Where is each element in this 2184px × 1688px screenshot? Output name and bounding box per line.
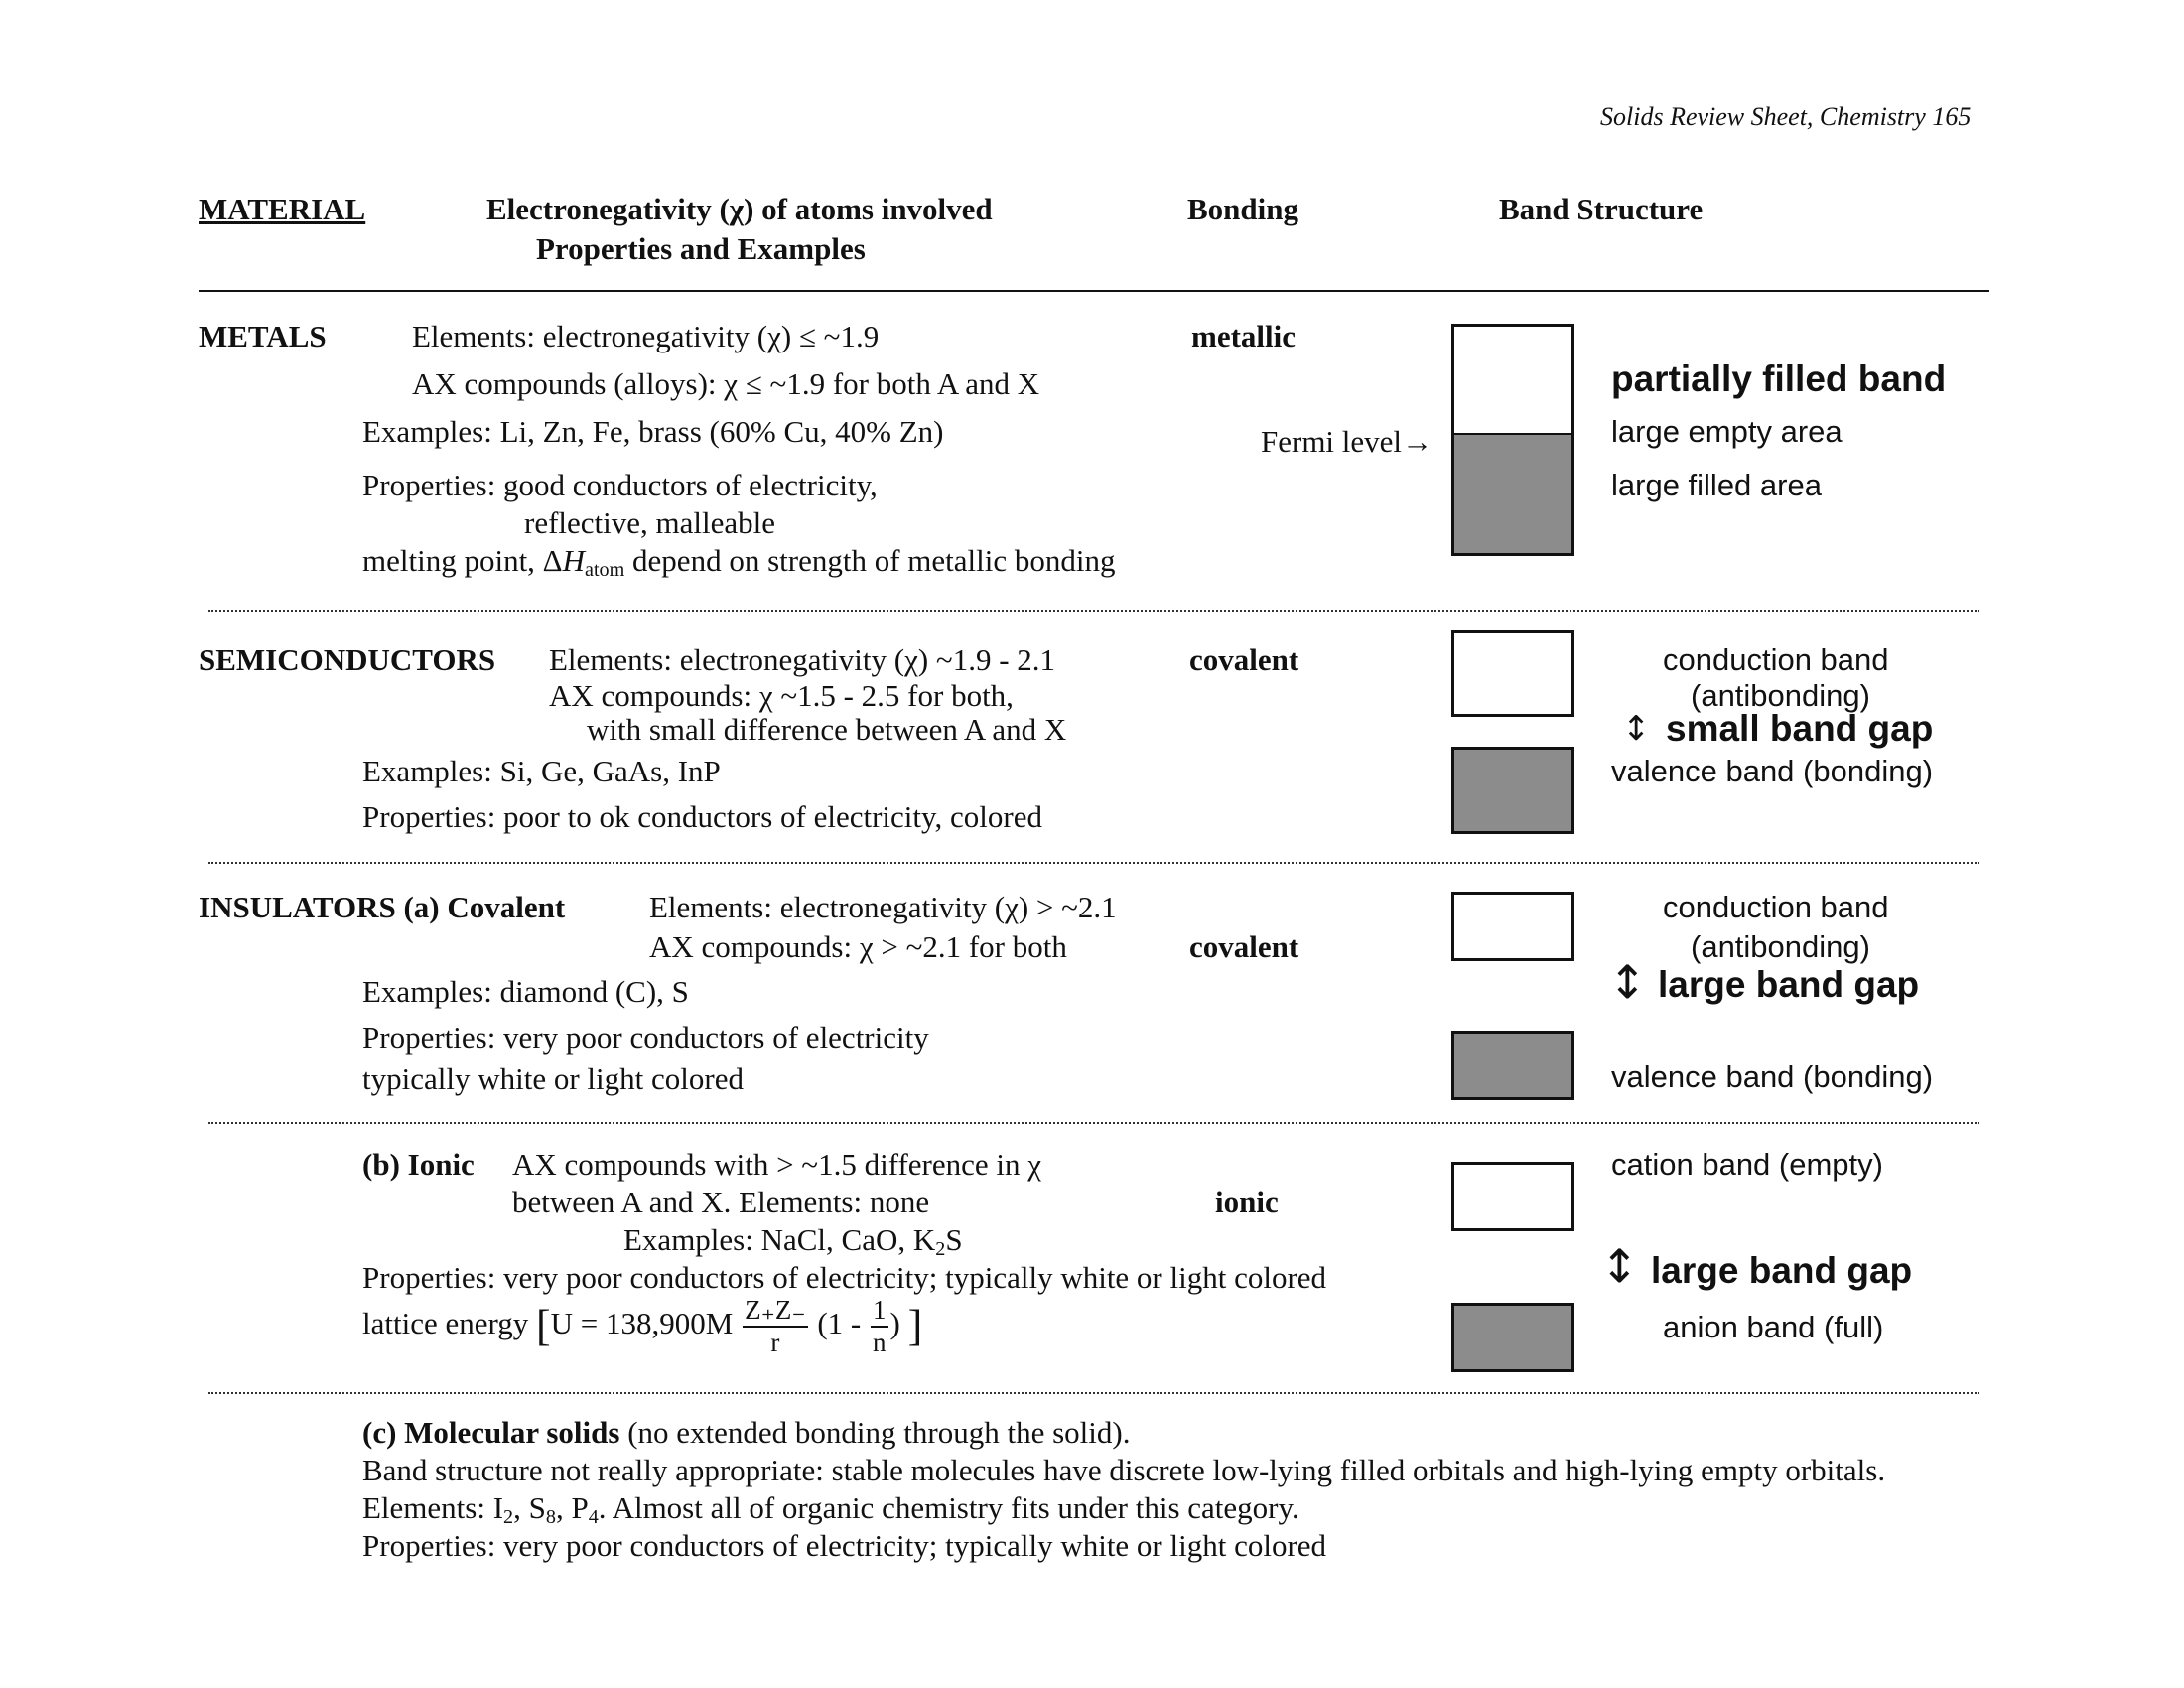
header-electronegativity: Electronegativity (χ) of atoms involved	[486, 192, 993, 226]
molecular-elements: Elements: $I_2$, $S_8$, $P_4$. Almost all of organic chemistry fits under this category.	[362, 1490, 1299, 1529]
metals-properties-2: reflective, malleable	[524, 505, 776, 540]
insulators-covalent-valence-band: valence band (bonding)	[1611, 1059, 1934, 1094]
insulators-ionic-examples: Examples: NaCl, CaO, $K_2S$	[623, 1222, 963, 1261]
insulators-ionic-ax-2: between A and X. Elements: none	[512, 1185, 930, 1219]
metals-band-filled: large filled area	[1611, 468, 1822, 502]
metals-band-title: partially filled band	[1611, 358, 1947, 399]
divider-ionic	[208, 1392, 1979, 1394]
header-material: MATERIAL	[199, 192, 366, 226]
insulators-covalent-antibonding: (antibonding)	[1691, 929, 1870, 964]
metal-band-box	[1451, 324, 1574, 556]
insulators-ionic-band-gap: large band gap	[1651, 1250, 1913, 1291]
semiconductors-examples: Examples: Si, Ge, GaAs, InP	[362, 754, 721, 788]
semiconductors-conduction-band: conduction band	[1663, 642, 1889, 677]
insulators-ionic-cation-band: cation band (empty)	[1611, 1147, 1883, 1182]
ionic-cation-band-box	[1451, 1162, 1574, 1231]
semiconductors-ax-1: AX compounds: χ ~1.5 - 2.5 for both,	[549, 678, 1014, 713]
insulators-covalent-properties-1: Properties: very poor conductors of electricity	[362, 1020, 929, 1055]
fraction-one-over-n: $\frac{1}{n}$	[873, 1295, 887, 1357]
semiconductors-valence-band: valence band (bonding)	[1611, 754, 1934, 788]
semiconductors-antibonding: (antibonding)	[1691, 678, 1870, 713]
divider-semiconductors	[208, 862, 1979, 864]
fraction-charges-over-r: $\frac{Z_+Z_-}{r}$	[745, 1295, 806, 1357]
insulators-ionic-properties: Properties: very poor conductors of electricity; typically white or light colored	[362, 1260, 1327, 1295]
header-rule	[199, 290, 1989, 292]
divider-metals	[208, 610, 1979, 612]
insulators-ionic-ax-1: AX compounds with > ~1.5 difference in χ	[512, 1147, 1042, 1182]
covalent-conduction-band-box	[1451, 892, 1574, 961]
metals-elements: Elements: electronegativity (χ) ≤ ~1.9	[412, 319, 880, 353]
semiconductors-band-gap: small band gap	[1666, 708, 1934, 749]
semiconductor-conduction-band-box	[1451, 630, 1574, 717]
insulators-ionic-anion-band: anion band (full)	[1663, 1310, 1884, 1344]
insulators-covalent-conduction-band: conduction band	[1663, 890, 1889, 924]
insulators-ionic-label: (b) Ionic	[362, 1147, 475, 1182]
divider-covalent	[208, 1122, 1979, 1124]
insulators-covalent-elements: Elements: electronegativity (χ) > ~2.1	[649, 890, 1117, 924]
semiconductor-valence-band-box	[1451, 747, 1574, 834]
semiconductors-ax-2: with small difference between A and X	[587, 712, 1067, 747]
fermi-level-label: Fermi level→	[1261, 424, 1433, 459]
header-band-structure: Band Structure	[1499, 192, 1704, 226]
header-properties: Properties and Examples	[536, 231, 866, 266]
insulators-ionic-bonding: ionic	[1215, 1185, 1279, 1219]
double-arrow-icon: ↕	[1608, 955, 1647, 1009]
semiconductors-elements: Elements: electronegativity (χ) ~1.9 - 2.1	[549, 642, 1056, 677]
metal-band-filled-region	[1454, 433, 1571, 553]
insulators-covalent-label: INSULATORS (a) Covalent	[199, 890, 566, 924]
insulators-covalent-examples: Examples: diamond (C), S	[362, 974, 689, 1009]
insulators-covalent-ax: AX compounds: χ > ~2.1 for both	[649, 929, 1067, 964]
metals-properties-1: Properties: good conductors of electricity,	[362, 468, 878, 502]
insulators-covalent-band-gap: large band gap	[1658, 964, 1920, 1005]
document-title: Solids Review Sheet, Chemistry 165	[1600, 102, 1972, 131]
lattice-energy-equation: lattice energy [U = 138,900M $\frac{Z_+Z_-}{r}$ (1 - $\frac{1}{n}$ ) ]	[362, 1295, 923, 1357]
metals-examples: Examples: Li, Zn, Fe, brass (60% Cu, 40% Zn)	[362, 414, 944, 449]
double-arrow-icon: ↕	[1600, 1239, 1639, 1293]
insulators-covalent-properties-2: typically white or light colored	[362, 1061, 744, 1096]
metals-bonding: metallic	[1191, 319, 1297, 353]
metals-label: METALS	[199, 319, 327, 353]
insulators-covalent-bonding: covalent	[1189, 929, 1299, 964]
semiconductors-bonding: covalent	[1189, 642, 1299, 677]
metals-band-empty: large empty area	[1611, 414, 1843, 449]
molecular-solids-heading: (c) Molecular solids (no extended bonding through the solid).	[362, 1415, 1131, 1450]
semiconductors-label: SEMICONDUCTORS	[199, 642, 496, 677]
double-arrow-icon: ↕	[1622, 709, 1651, 749]
molecular-properties: Properties: very poor conductors of electricity; typically white or light colored	[362, 1528, 1327, 1563]
molecular-band-structure-note: Band structure not really appropriate: stable molecules have discrete low-lying filled orbitals and high-lying empty orbitals.	[362, 1453, 1886, 1487]
semiconductors-properties: Properties: poor to ok conductors of electricity, colored	[362, 799, 1042, 834]
header-bonding: Bonding	[1187, 192, 1299, 226]
ionic-anion-band-box	[1451, 1303, 1574, 1372]
metals-ax: AX compounds (alloys): χ ≤ ~1.9 for both A and X	[412, 366, 1040, 401]
covalent-valence-band-box	[1451, 1031, 1574, 1100]
metals-melting-point: melting point, $\Delta H_{atom}$ depend on strength of metallic bonding	[362, 543, 1116, 582]
